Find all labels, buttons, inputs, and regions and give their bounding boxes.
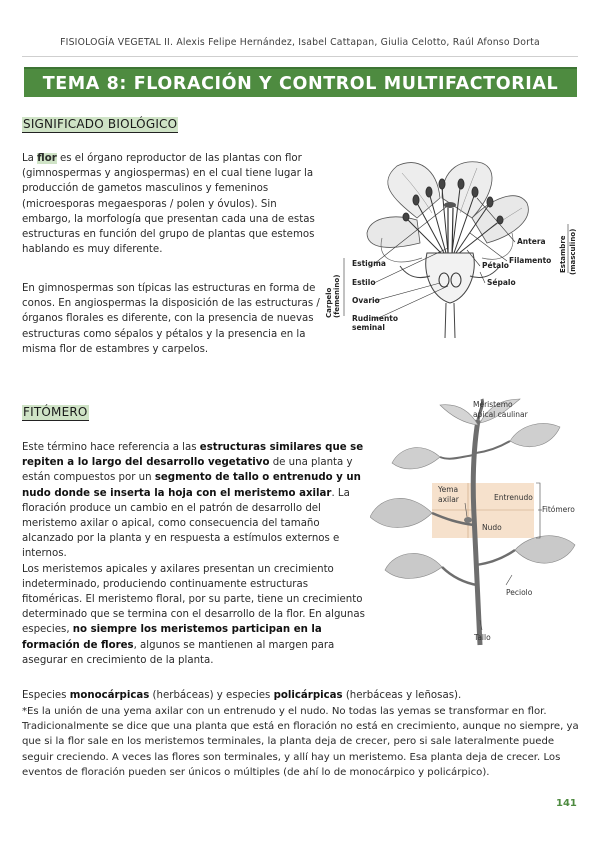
paragraph-gimnospermas: En gimnospermas son típicas las estructuras en forma de conos. En angiospermas la disposición de las estructuras / órganos florales es diferente, con la presencia de nuevas estructuras como sépalos y pétalos y la presencia en la misma flor de estambres y carpelos. [22,283,320,355]
phytomer-diagram [370,395,590,650]
section-heading-significado: SIGNIFICADO BIOLÓGICO [23,117,178,131]
label-estambre: Estambre [559,235,567,273]
label-axilar: axilar [438,495,459,504]
label-peciolo: Peciolo [506,588,533,597]
label-yema: Yema [438,485,459,494]
header-divider [22,56,578,57]
paragraph-flor: La flor es el órgano reproductor de las plantas con flor (gimnospermas y angiospermas) en el cual tiene lugar la producción de gametos masculinos y femeninos (microesporas megaesporas / polen y óvulos). Sin embargo, la morfología que presentan cada una de estas estructuras en función del grupo de plantas que estemos hablando es muy diferente. [22,153,315,256]
label-petalo: Pétalo [482,261,509,270]
label-meristemo: Meristemo [473,400,513,409]
label-estilo: Estilo [352,278,376,287]
paragraph-fitomero: Este término hace referencia a las estructuras similares que se repiten a lo largo del desarrollo vegetativo de una planta y están compuestos por un segmento de tallo o entrenudo y un nudo donde se inserta la hoja con el meristemo axilar. La floración produce un cambio en el patrón de desarrollo del meristemo axilar o apical, como consecuencia del tamaño alcanzado por la planta y en respuesta a estímulos externos e internos. Los meristemos apicales y axilares presentan un crecimiento indeterminado, produciendo continuamente estructuras fitoméricas. El meristemo floral, por su parte, tiene un crecimiento determinado que se termina con el desarrollo de la flor. En algunas especies, no siempre los meristemos participan en la formación de flores, algunos se mantienen al margen para asegurar en crecimiento de la planta. [22,442,365,666]
page-number: 141 [556,798,577,809]
label-entrenudo: Entrenudo [494,493,533,502]
label-seminal: seminal [352,323,385,332]
section-heading-fitomero: FITÓMERO [23,405,88,419]
label-rudimento: Rudimento [352,314,399,323]
flower-diagram [322,158,584,338]
label-apical-caulinar: apical caulinar [473,410,528,419]
label-antera: Antera [517,237,546,246]
running-header: FISIOLOGÍA VEGETAL II. Alexis Felipe Hernández, Isabel Cattapan, Giulia Celotto, Raúl Afonso Dorta [60,37,540,48]
label-fitomero: Fitómero [542,505,575,514]
footnote-yema: *Es la unión de una yema axilar con un entrenudo y el nudo. No todas las yemas se transformar en flor. Tradicionalmente se dice que una planta que está en floración no está en crecimiento, aunque no siempre, ya que si la flor sale en los meristemos terminales, la planta deja de crecer, pero si sale lateralmente puede seguir creciendo. A veces las flores son terminales, y allí hay un meristemo. Esa planta deja de crecer. Los eventos de floración pueden ser únicos o múltiples (de ahí lo de monocárpico y policárpico). [22,706,579,778]
label-filamento: Filamento [509,256,552,265]
label-femenino: (femenino) [333,274,341,318]
label-masculino: (masculino) [569,228,577,275]
label-carpelo: Carpelo [325,287,333,318]
term-flor: flor [37,153,57,164]
paragraph-especies: Especies monocárpicas (herbáceas) y especies policárpicas (herbáceas y leñosas). [22,690,462,701]
label-ovario: Ovario [352,296,380,305]
chapter-title: TEMA 8: FLORACIÓN Y CONTROL MULTIFACTORIAL [24,67,577,97]
label-tallo: Tallo [474,633,491,642]
label-nudo: Nudo [482,523,502,532]
label-estigma: Estigma [352,259,386,268]
label-sepalo: Sépalo [487,278,516,287]
